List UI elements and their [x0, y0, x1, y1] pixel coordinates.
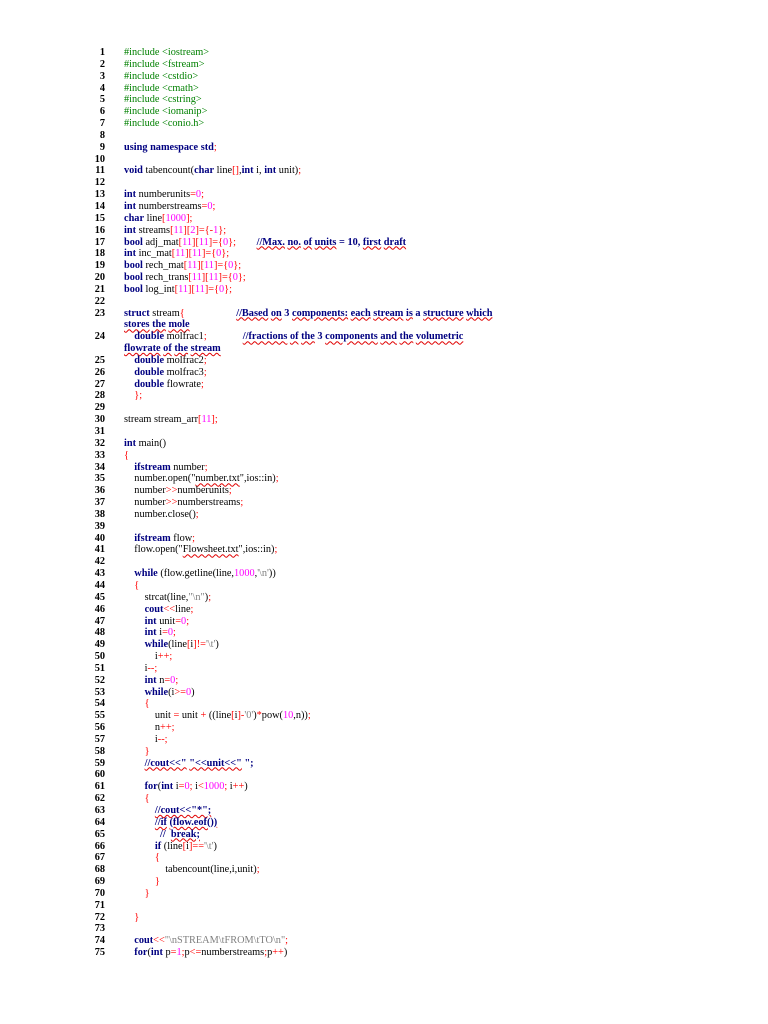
code-line: [0, 923, 768, 935]
code-line: [0, 379, 768, 391]
code-text: int n=0;: [144, 674, 179, 686]
code-line: [0, 83, 768, 95]
line-number: 47: [94, 615, 105, 627]
code-line: [0, 165, 768, 177]
line-number: 72: [94, 911, 105, 923]
line-number: 13: [94, 189, 105, 201]
code-line: [0, 462, 768, 474]
line-number: 40: [94, 532, 105, 544]
line-number: 22: [94, 295, 105, 307]
code-line: [0, 284, 768, 296]
code-line: [0, 248, 768, 260]
code-line: [0, 272, 768, 284]
code-text: {: [124, 449, 129, 461]
code-text: number.close();: [124, 508, 199, 520]
line-number: 33: [94, 449, 105, 461]
line-number: 36: [94, 485, 105, 497]
code-text: strcat(line,"\n");: [124, 591, 212, 603]
line-number: 58: [94, 745, 105, 757]
line-number: 55: [94, 710, 105, 722]
line-number: 59: [94, 757, 105, 769]
code-text: int inc_mat[11][11]={0};: [124, 248, 230, 260]
line-number: 42: [94, 556, 105, 568]
code-line: [0, 118, 768, 130]
code-line: [0, 687, 768, 699]
code-line: [0, 106, 768, 118]
line-number: 62: [94, 793, 105, 805]
code-text: int unit=0;: [144, 615, 190, 627]
line-number: 63: [94, 805, 105, 816]
code-text: for(int p=1;p<=numberstreams;p++): [134, 947, 288, 959]
code-line: [0, 616, 768, 628]
code-text: void tabencount(char line[],int i, int unit);: [124, 165, 302, 177]
code-text: i--;: [124, 662, 158, 674]
code-line: [0, 296, 768, 308]
code-line: [0, 864, 768, 876]
code-line: [0, 177, 768, 189]
line-number: 12: [94, 177, 105, 189]
line-number: 5: [99, 94, 105, 106]
line-number: 28: [94, 390, 105, 402]
line-number: 61: [94, 781, 105, 793]
line-number: 26: [94, 366, 105, 378]
code-text: {: [154, 852, 160, 864]
code-text: while(i>=0): [144, 686, 195, 698]
code-line: [0, 568, 768, 580]
code-text: tabencount(line,i,unit);: [124, 864, 260, 876]
code-text: double flowrate;: [134, 378, 204, 390]
code-line: [0, 805, 768, 817]
line-number: 24: [94, 331, 105, 343]
code-line: [0, 71, 768, 83]
code-line: [0, 450, 768, 462]
code-line: [0, 142, 768, 154]
line-number: 23: [94, 307, 105, 319]
code-line: [0, 189, 768, 201]
code-line: [0, 698, 768, 710]
code-line: [0, 876, 768, 888]
code-line: [0, 734, 768, 746]
line-number: 54: [94, 698, 105, 710]
code-text: int numberunits=0;: [124, 189, 204, 201]
code-text: i++;: [124, 651, 173, 663]
code-line: [0, 130, 768, 142]
code-text: bool rech_mat[11][11]={0};: [124, 260, 242, 272]
code-text: bool rech_trans[11][11]={0};: [124, 272, 246, 284]
code-text: ifstream flow;: [134, 532, 196, 544]
line-number: 30: [94, 414, 105, 426]
code-line: [0, 355, 768, 367]
code-line: [0, 675, 768, 687]
code-line: [0, 509, 768, 521]
code-text: int streams[11][2]={-1};: [124, 224, 227, 236]
code-text: number>>numberstreams;: [124, 497, 244, 509]
code-text: #include <cstdio>: [124, 70, 199, 82]
code-line: [0, 213, 768, 225]
line-number: 73: [94, 923, 105, 935]
line-number: 2: [99, 58, 105, 70]
code-text: }: [134, 911, 140, 923]
code-text: double molfrac2;: [134, 354, 207, 366]
code-line: [0, 154, 768, 166]
line-number: 75: [94, 947, 105, 959]
code-text: //if (flow.eof()): [154, 816, 218, 828]
line-number: 39: [94, 520, 105, 532]
code-text: }: [144, 745, 150, 757]
code-line: [0, 746, 768, 758]
code-text: using namespace std;: [124, 141, 217, 153]
line-number: 66: [94, 840, 105, 852]
code-text: stores the mole: [124, 319, 190, 331]
line-number: 57: [94, 733, 105, 745]
code-text: unit = unit + ((line[i]-'0')*pow(10,n));: [124, 710, 311, 722]
code-line: [0, 390, 768, 402]
code-line: [0, 841, 768, 853]
code-line: [0, 533, 768, 545]
code-text: number>>numberunits;: [124, 485, 232, 497]
line-number: 31: [94, 426, 105, 437]
line-number: 49: [94, 639, 105, 651]
line-number: 4: [99, 82, 105, 94]
line-number: 29: [94, 402, 105, 414]
line-number: 65: [94, 828, 105, 840]
code-text: flow.open("Flowsheet.txt",ios::in);: [124, 544, 278, 556]
line-number: 11: [95, 165, 105, 177]
code-text: bool adj_mat[11][11]={0}; //Max. no. of units = 10, first draft: [124, 236, 407, 248]
code-line: [0, 426, 768, 438]
line-number: 50: [94, 651, 105, 663]
code-line: [0, 59, 768, 71]
code-line: [0, 888, 768, 900]
line-number: 51: [94, 662, 105, 674]
code-text: if (line[i]=='\t'): [154, 840, 217, 852]
code-line: [0, 912, 768, 924]
line-number: 48: [94, 627, 105, 639]
code-line: [0, 331, 768, 343]
line-number: 64: [94, 816, 105, 828]
code-line: [0, 935, 768, 947]
code-text: bool log_int[11][11]={0};: [124, 283, 232, 295]
code-text: int main(): [124, 437, 167, 449]
code-line: [0, 47, 768, 59]
code-line: [0, 473, 768, 485]
line-number: 8: [99, 129, 105, 141]
code-text: cout<<"\nSTREAM\tFROM\tTO\n";: [134, 935, 289, 947]
code-line: [0, 758, 768, 770]
code-line: [0, 947, 768, 959]
line-number: 56: [94, 722, 105, 734]
line-number: 34: [94, 461, 105, 473]
code-text: #include <fstream>: [124, 58, 205, 70]
code-line: [0, 343, 768, 355]
code-text: //cout<<" "<<unit<<" ";: [144, 757, 254, 769]
line-number: 16: [94, 224, 105, 236]
line-number: 74: [94, 935, 105, 947]
line-number: 37: [94, 497, 105, 509]
code-line: [0, 829, 768, 841]
code-line: [0, 604, 768, 616]
code-text: cout<<line;: [144, 603, 194, 615]
code-text: while (flow.getline(line,1000,'\n')): [134, 568, 276, 580]
line-number: 19: [94, 260, 105, 272]
code-line: [0, 402, 768, 414]
code-text: n++;: [124, 722, 175, 734]
line-number: 71: [94, 899, 105, 911]
line-number: 35: [94, 473, 105, 485]
code-text: double molfrac1; //fractions of the 3 components and the volumetric: [134, 331, 464, 343]
code-text: number.open("number.txt",ios::in);: [124, 473, 279, 485]
line-number: 45: [94, 591, 105, 603]
line-number: 41: [94, 544, 105, 556]
line-number: 10: [94, 153, 105, 165]
code-line: [0, 769, 768, 781]
code-line: [0, 367, 768, 379]
line-number: 32: [94, 437, 105, 449]
code-text: for(int i=0; i<1000; i++): [144, 781, 248, 793]
code-text: i--;: [124, 733, 168, 745]
code-text: #include <cmath>: [124, 82, 199, 94]
line-number: 18: [94, 248, 105, 260]
code-line: [0, 225, 768, 237]
line-number: 15: [94, 212, 105, 224]
code-line: [0, 663, 768, 675]
code-text: #include <conio.h>: [124, 118, 205, 130]
code-line: [0, 710, 768, 722]
code-text: {: [144, 698, 150, 710]
line-number: 60: [94, 769, 105, 781]
code-text: double molfrac3;: [134, 366, 207, 378]
code-text: {: [144, 793, 150, 805]
line-number: 46: [94, 603, 105, 615]
code-text: int numberstreams=0;: [124, 200, 216, 212]
code-text: ifstream number;: [134, 461, 208, 473]
code-line: [0, 722, 768, 734]
code-line: [0, 201, 768, 213]
line-number: 43: [94, 568, 105, 580]
code-text: #include <iostream>: [124, 47, 210, 58]
code-line: [0, 651, 768, 663]
line-number: 38: [94, 508, 105, 520]
code-line: [0, 308, 768, 320]
line-number: 14: [94, 200, 105, 212]
line-number: 1: [99, 47, 105, 58]
code-line: [0, 592, 768, 604]
code-listing: [0, 47, 768, 959]
code-line: [0, 485, 768, 497]
code-line: [0, 556, 768, 568]
code-line: [0, 237, 768, 249]
code-line: [0, 414, 768, 426]
line-number: 17: [94, 236, 105, 248]
code-line: [0, 793, 768, 805]
line-number: 6: [99, 106, 105, 118]
code-text: };: [134, 390, 143, 402]
line-number: 3: [99, 70, 105, 82]
code-text: int i=0;: [144, 627, 176, 639]
line-number: 69: [94, 876, 105, 888]
code-text: #include <iomanip>: [124, 106, 208, 118]
code-line: [0, 260, 768, 272]
code-text: }: [144, 887, 150, 899]
code-line: [0, 319, 768, 331]
code-line: [0, 900, 768, 912]
code-text: {: [134, 579, 140, 591]
code-line: [0, 580, 768, 592]
line-number: 68: [94, 864, 105, 876]
line-number: 20: [94, 272, 105, 284]
code-text: while(line[i]!='\t'): [144, 639, 219, 651]
code-line: [0, 639, 768, 651]
code-text: stream stream_arr[11];: [124, 414, 218, 426]
line-number: 7: [99, 118, 105, 130]
code-text: #include <cstring>: [124, 94, 202, 106]
code-line: [0, 817, 768, 829]
line-number: 21: [94, 283, 105, 295]
code-line: [0, 438, 768, 450]
code-line: [0, 94, 768, 106]
code-text: char line[1000];: [124, 212, 193, 224]
code-line: [0, 544, 768, 556]
code-text: }: [154, 876, 160, 888]
code-text: // break;: [160, 828, 200, 840]
code-line: [0, 852, 768, 864]
code-line: [0, 781, 768, 793]
code-line: [0, 627, 768, 639]
line-number: 67: [94, 852, 105, 864]
code-text: //cout<<"*";: [154, 805, 212, 816]
code-text: flowrate of the stream: [124, 343, 221, 355]
line-number: 9: [99, 141, 105, 153]
line-number: 70: [94, 887, 105, 899]
code-line: [0, 521, 768, 533]
code-text: struct stream{ //Based on 3 components: each stream is a structure which: [124, 307, 493, 319]
line-number: 25: [94, 354, 105, 366]
line-number: 27: [94, 378, 105, 390]
line-number: 52: [94, 674, 105, 686]
line-number: 44: [94, 579, 105, 591]
code-line: [0, 497, 768, 509]
line-number: 53: [94, 686, 105, 698]
